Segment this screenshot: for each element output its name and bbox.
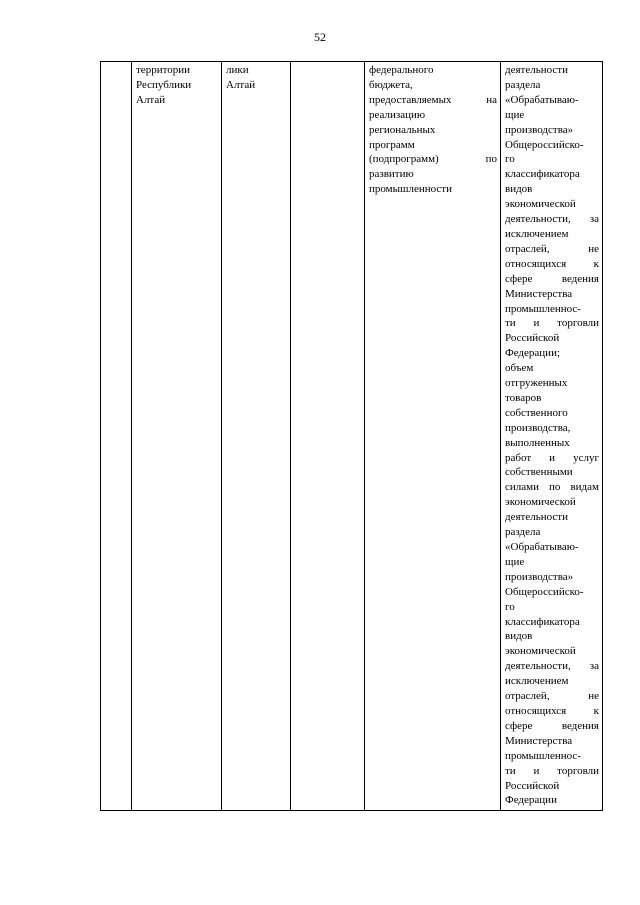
cell-text-line: выполненных <box>505 436 570 449</box>
cell-text-line: промышленнос- <box>505 749 581 762</box>
cell-text-line: экономической <box>505 645 576 658</box>
cell-text-line: экономической <box>505 496 576 509</box>
cell-text-line: лики <box>226 64 249 76</box>
cell-text-line: относящихся к <box>505 257 599 270</box>
cell-text-line: исключением <box>505 227 569 240</box>
cell-text-line: экономической <box>505 198 576 211</box>
cell-text-line: Федерации; <box>505 347 561 360</box>
cell-text-line: Республики <box>136 78 192 91</box>
cell-text-line: развитию <box>369 168 414 181</box>
cell-text-line: промышленнос- <box>505 302 581 315</box>
cell-text-line: производства» <box>505 123 574 136</box>
cell-text-line: сфере ведения <box>505 272 599 285</box>
cell-text-line: видов <box>505 183 533 196</box>
cell-text-line: территории <box>136 64 191 76</box>
cell-text-line: ти и торговли <box>505 764 599 777</box>
cell-text-line: объем <box>505 362 534 375</box>
cell-text-line: относящихся к <box>505 704 599 717</box>
cell-text-line: производства» <box>505 570 574 583</box>
cell-text-line: «Обрабатываю- <box>505 541 579 553</box>
cell-text-line: силами по видам <box>505 481 599 494</box>
cell-text-line: реализацию <box>369 108 426 121</box>
cell-text-line: видов <box>505 630 533 643</box>
cell-text-line: работ и услуг <box>505 451 599 464</box>
table-cell-empty <box>291 62 365 811</box>
cell-text-line: Российской <box>505 779 560 792</box>
cell-text-line: региональных <box>369 123 436 136</box>
table-cell-budget-description <box>365 62 501 811</box>
table-cell-region <box>222 62 291 811</box>
table-cell-indicator-description <box>501 62 603 811</box>
cell-text-line: «Обрабатываю- <box>505 93 579 106</box>
cell-text-line: деятельности <box>505 64 568 76</box>
cell-text-line: отгруженных <box>505 377 568 390</box>
table-row <box>101 62 603 811</box>
page-number: 52 <box>314 30 326 44</box>
cell-text-line: исключением <box>505 675 569 688</box>
cell-text-line: собственными <box>505 466 573 479</box>
cell-text-line: отраслей, не <box>505 242 599 255</box>
cell-text-line: Министерства <box>505 734 573 747</box>
cell-text-line: промышленности <box>369 183 452 196</box>
cell-text-line: (подпрограмм) по <box>369 153 497 166</box>
cell-text-line: собственного <box>505 406 568 419</box>
cell-text-line: деятельности, за <box>505 213 599 226</box>
cell-text-line: классификатора <box>505 615 580 628</box>
cell-text-line: ти и торговли <box>505 317 599 330</box>
cell-text-line: щие <box>505 108 525 121</box>
cell-text-line: щие <box>505 555 525 568</box>
table-cell-territory <box>132 62 222 811</box>
cell-text-line: Федерации <box>505 794 557 807</box>
cell-text-line: программ <box>369 138 415 151</box>
data-table <box>100 61 603 811</box>
cell-text-line: Общероссийско- <box>505 138 584 151</box>
cell-text-line: товаров <box>505 391 542 404</box>
cell-text-line: Алтай <box>226 78 256 91</box>
cell-text-line: Российской <box>505 332 560 345</box>
cell-text-line: деятельности, за <box>505 660 599 673</box>
cell-text-line: деятельности <box>505 511 568 524</box>
cell-text-line: отраслей, не <box>505 690 599 703</box>
cell-text-line: федерального <box>369 64 434 76</box>
cell-text-line: бюджета, <box>369 78 413 91</box>
cell-text-line: классификатора <box>505 168 580 181</box>
cell-text-line: го <box>505 153 515 166</box>
cell-text-line: предоставляемых на <box>369 93 497 106</box>
cell-text-line: сфере ведения <box>505 719 599 732</box>
cell-text-line: раздела <box>505 78 541 91</box>
table-cell-number <box>101 62 132 811</box>
cell-text-line: раздела <box>505 526 541 539</box>
cell-text-line: Министерства <box>505 287 573 300</box>
cell-text-line: го <box>505 600 515 613</box>
cell-text-line: Алтай <box>136 93 166 106</box>
cell-text-line: Общероссийско- <box>505 585 584 598</box>
cell-text-line: производства, <box>505 421 571 434</box>
